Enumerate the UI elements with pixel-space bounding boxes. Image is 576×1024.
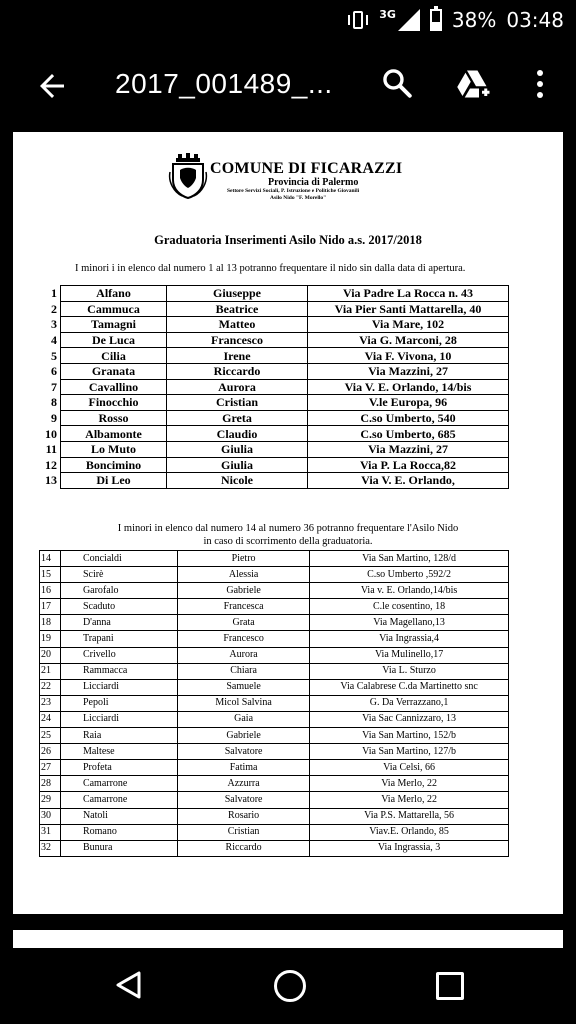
row-number: 20 [40,647,61,663]
table-row [40,744,509,760]
row-number: 32 [40,840,61,856]
row-number: 18 [40,615,61,631]
table-row [40,679,509,695]
document-title: 2017_001489_... [115,68,333,99]
surname-cell: Cavallino [61,379,167,395]
name-cell: Giulia [167,457,308,473]
table-row [40,631,509,647]
surname-cell: Bunura [60,840,177,856]
table-row [40,551,509,567]
name-cell: Gabriele [178,583,310,599]
name-cell: Cristian [167,395,308,411]
row-number: 23 [40,695,61,711]
table-row [39,317,509,333]
address-cell: Via Mare, 102 [308,317,509,333]
table-row [39,426,509,442]
row-number: 17 [40,599,61,615]
surname-cell: Pepoli [60,695,177,711]
surname-cell: Albamonte [61,426,167,442]
row-number: 26 [40,744,61,760]
header-provincia: Provincia di Palermo [268,177,359,188]
address-cell: Via Celsi, 66 [310,760,509,776]
navigation-bar [0,948,576,1024]
table-row [39,363,509,379]
network-type-label: 3G [379,7,396,21]
name-cell: Beatrice [167,301,308,317]
address-cell: Via San Martino, 127/b [310,744,509,760]
address-cell: Via San Martino, 128/d [310,551,509,567]
table-row [40,840,509,856]
surname-cell: Romano [60,824,177,840]
surname-cell: Di Leo [61,473,167,489]
battery-level [432,22,440,29]
header-comune: COMUNE DI FICARAZZI [210,160,403,177]
name-cell: Azzurra [178,776,310,792]
table-row [39,301,509,317]
name-cell: Aurora [167,379,308,395]
surname-cell: Raia [60,728,177,744]
table-row [40,776,509,792]
vibrate-icon [347,9,369,31]
address-cell: Via Pier Santi Mattarella, 40 [308,301,509,317]
row-number: 1 [51,286,57,301]
row-number: 3 [51,317,57,332]
table-row [40,663,509,679]
signal-icon [398,9,420,31]
address-cell: Viav.E. Orlando, 85 [310,824,509,840]
address-cell: Via V. E. Orlando, 14/bis [308,379,509,395]
name-cell: Gabriele [178,728,310,744]
address-cell: C.so Umberto, 685 [308,426,509,442]
surname-cell: Lo Muto [61,441,167,457]
surname-cell: Rosso [61,410,167,426]
row-number: 22 [40,679,61,695]
row-number: 9 [51,411,57,426]
row-number: 8 [51,395,57,410]
name-cell: Irene [167,348,308,364]
row-number: 13 [45,473,57,488]
coat-of-arms-icon [168,152,208,200]
table-row [40,728,509,744]
name-cell: Francesco [167,332,308,348]
nav-back-icon[interactable] [114,970,144,1000]
surname-cell: Trapani [60,631,177,647]
surname-cell: Scaduto [60,599,177,615]
name-cell: Francesco [178,631,310,647]
name-cell: Pietro [178,551,310,567]
address-cell: Via Magellano,13 [310,615,509,631]
address-cell: Via Calabrese C.da Martinetto snc [310,679,509,695]
name-cell: Greta [167,410,308,426]
address-cell: Via L. Sturzo [310,663,509,679]
row-number: 5 [51,348,57,363]
status-bar [0,0,576,40]
address-cell: Via F. Vivona, 10 [308,348,509,364]
surname-cell: Garofalo [60,583,177,599]
ranking-table-2 [39,550,509,857]
address-cell: Via V. E. Orlando, [308,473,509,489]
surname-cell: Cammuca [61,301,167,317]
table-row [40,647,509,663]
address-cell: V.le Europa, 96 [308,395,509,411]
surname-cell: Camarrone [60,792,177,808]
row-number: 29 [40,792,61,808]
clock: 03:48 [506,8,564,32]
status-icons [347,6,564,34]
address-cell: C.so Umberto, 540 [308,410,509,426]
name-cell: Giuseppe [167,286,308,302]
graduatoria-title: Graduatoria Inserimenti Asilo Nido a.s. 2017/2018 [154,233,422,247]
table-row [39,332,509,348]
surname-cell: De Luca [61,332,167,348]
row-number: 30 [40,808,61,824]
name-cell: Chiara [178,663,310,679]
table-row [39,473,509,489]
address-cell: Via Ingrassia, 3 [310,840,509,856]
table-row [40,599,509,615]
surname-cell: D'anna [60,615,177,631]
intro-paragraph-2-line-1: I minori in elenco dal numero 14 al numero 36 potranno frequentare l'Asilo Nido [117,523,459,534]
header-settore: Settore Servizi Sociali, P. Istruzione e Politiche Giovanili [227,188,360,194]
table-row [40,615,509,631]
table-row [39,457,509,473]
name-cell: Francesca [178,599,310,615]
row-number: 11 [45,442,57,457]
surname-cell: Alfano [61,286,167,302]
row-number: 14 [40,551,61,567]
row-number: 19 [40,631,61,647]
surname-cell: Profeta [60,760,177,776]
surname-cell: Natoli [60,808,177,824]
table-row [40,583,509,599]
row-number: 10 [45,426,57,441]
surname-cell: Cilia [61,348,167,364]
surname-cell: Boncimino [61,457,167,473]
name-cell: Matteo [167,317,308,333]
surname-cell: Crivello [60,647,177,663]
header-asilo: Asilo Nido "F. Morello" [270,195,327,201]
name-cell: Alessia [178,567,310,583]
address-cell: Via G. Marconi, 28 [308,332,509,348]
name-cell: Salvatore [178,792,310,808]
address-cell: Via Ingrassia,4 [310,631,509,647]
battery-icon [430,9,442,31]
drive-add-icon[interactable] [455,66,491,102]
row-number: 12 [45,457,57,472]
row-number: 28 [40,776,61,792]
intro-paragraph-1: I minori i in elenco dal numero 1 al 13 potranno frequentare il nido sin dalla data di apertura. [75,263,466,274]
table-row [40,792,509,808]
address-cell: Via Mazzini, 27 [308,363,509,379]
name-cell: Micol Salvina [178,695,310,711]
table-row [39,379,509,395]
battery-percent: 38% [451,8,497,32]
name-cell: Nicole [167,473,308,489]
surname-cell: Rammacca [60,663,177,679]
address-cell: Via v. E. Orlando,14/bis [310,583,509,599]
document-page[interactable] [13,132,563,914]
name-cell: Fatima [178,760,310,776]
name-cell: Claudio [167,426,308,442]
address-cell: Via Merlo, 22 [310,792,509,808]
intro-paragraph-2-line-2: in caso di scorrimento della graduatoria. [203,536,373,547]
address-cell: G. Da Verrazzano,1 [310,695,509,711]
surname-cell: Licciardi [60,711,177,727]
table-row [40,760,509,776]
table-row [40,824,509,840]
address-cell: Via P. La Rocca,82 [308,457,509,473]
address-cell: Via Mulinello,17 [310,647,509,663]
table-row [40,808,509,824]
surname-cell: Scirè [60,567,177,583]
next-page-edge[interactable] [13,930,563,948]
table-row [39,286,509,302]
name-cell: Samuele [178,679,310,695]
nav-recents-icon[interactable] [436,972,464,1000]
address-cell: C.le cosentino, 18 [310,599,509,615]
row-number: 4 [51,333,57,348]
ranking-table-1 [39,285,509,489]
name-cell: Gaia [178,711,310,727]
search-icon[interactable] [380,66,414,100]
surname-cell: Finocchio [61,395,167,411]
name-cell: Grata [178,615,310,631]
name-cell: Riccardo [178,840,310,856]
table-row [40,711,509,727]
surname-cell: Tamagni [61,317,167,333]
surname-cell: Granata [61,363,167,379]
table-row [40,567,509,583]
surname-cell: Concialdi [60,551,177,567]
row-number: 6 [51,364,57,379]
row-number: 16 [40,583,61,599]
surname-cell: Maltese [60,744,177,760]
address-cell: Via Merlo, 22 [310,776,509,792]
table-row [39,348,509,364]
surname-cell: Licciardi [60,679,177,695]
address-cell: Via San Martino, 152/b [310,728,509,744]
back-arrow-icon[interactable] [34,68,70,104]
address-cell: Via Padre La Rocca n. 43 [308,286,509,302]
address-cell: Via Mazzini, 27 [308,441,509,457]
table-row [39,441,509,457]
more-vert-icon[interactable] [530,66,550,102]
row-number: 21 [40,663,61,679]
name-cell: Salvatore [178,744,310,760]
intro-paragraph-2 [13,522,563,548]
name-cell: Aurora [178,647,310,663]
table-row [39,410,509,426]
row-number: 7 [51,379,57,394]
nav-home-icon[interactable] [274,970,306,1002]
row-number: 2 [51,301,57,316]
row-number: 27 [40,760,61,776]
address-cell: Via Sac Cannizzaro, 13 [310,711,509,727]
app-bar [0,40,576,132]
address-cell: C.so Umberto ,592/2 [310,567,509,583]
row-number: 15 [40,567,61,583]
surname-cell: Camarrone [60,776,177,792]
name-cell: Rosario [178,808,310,824]
name-cell: Cristian [178,824,310,840]
row-number: 24 [40,711,61,727]
name-cell: Riccardo [167,363,308,379]
table-row [39,395,509,411]
row-number: 31 [40,824,61,840]
name-cell: Giulia [167,441,308,457]
address-cell: Via P.S. Mattarella, 56 [310,808,509,824]
table-row [40,695,509,711]
row-number: 25 [40,728,61,744]
